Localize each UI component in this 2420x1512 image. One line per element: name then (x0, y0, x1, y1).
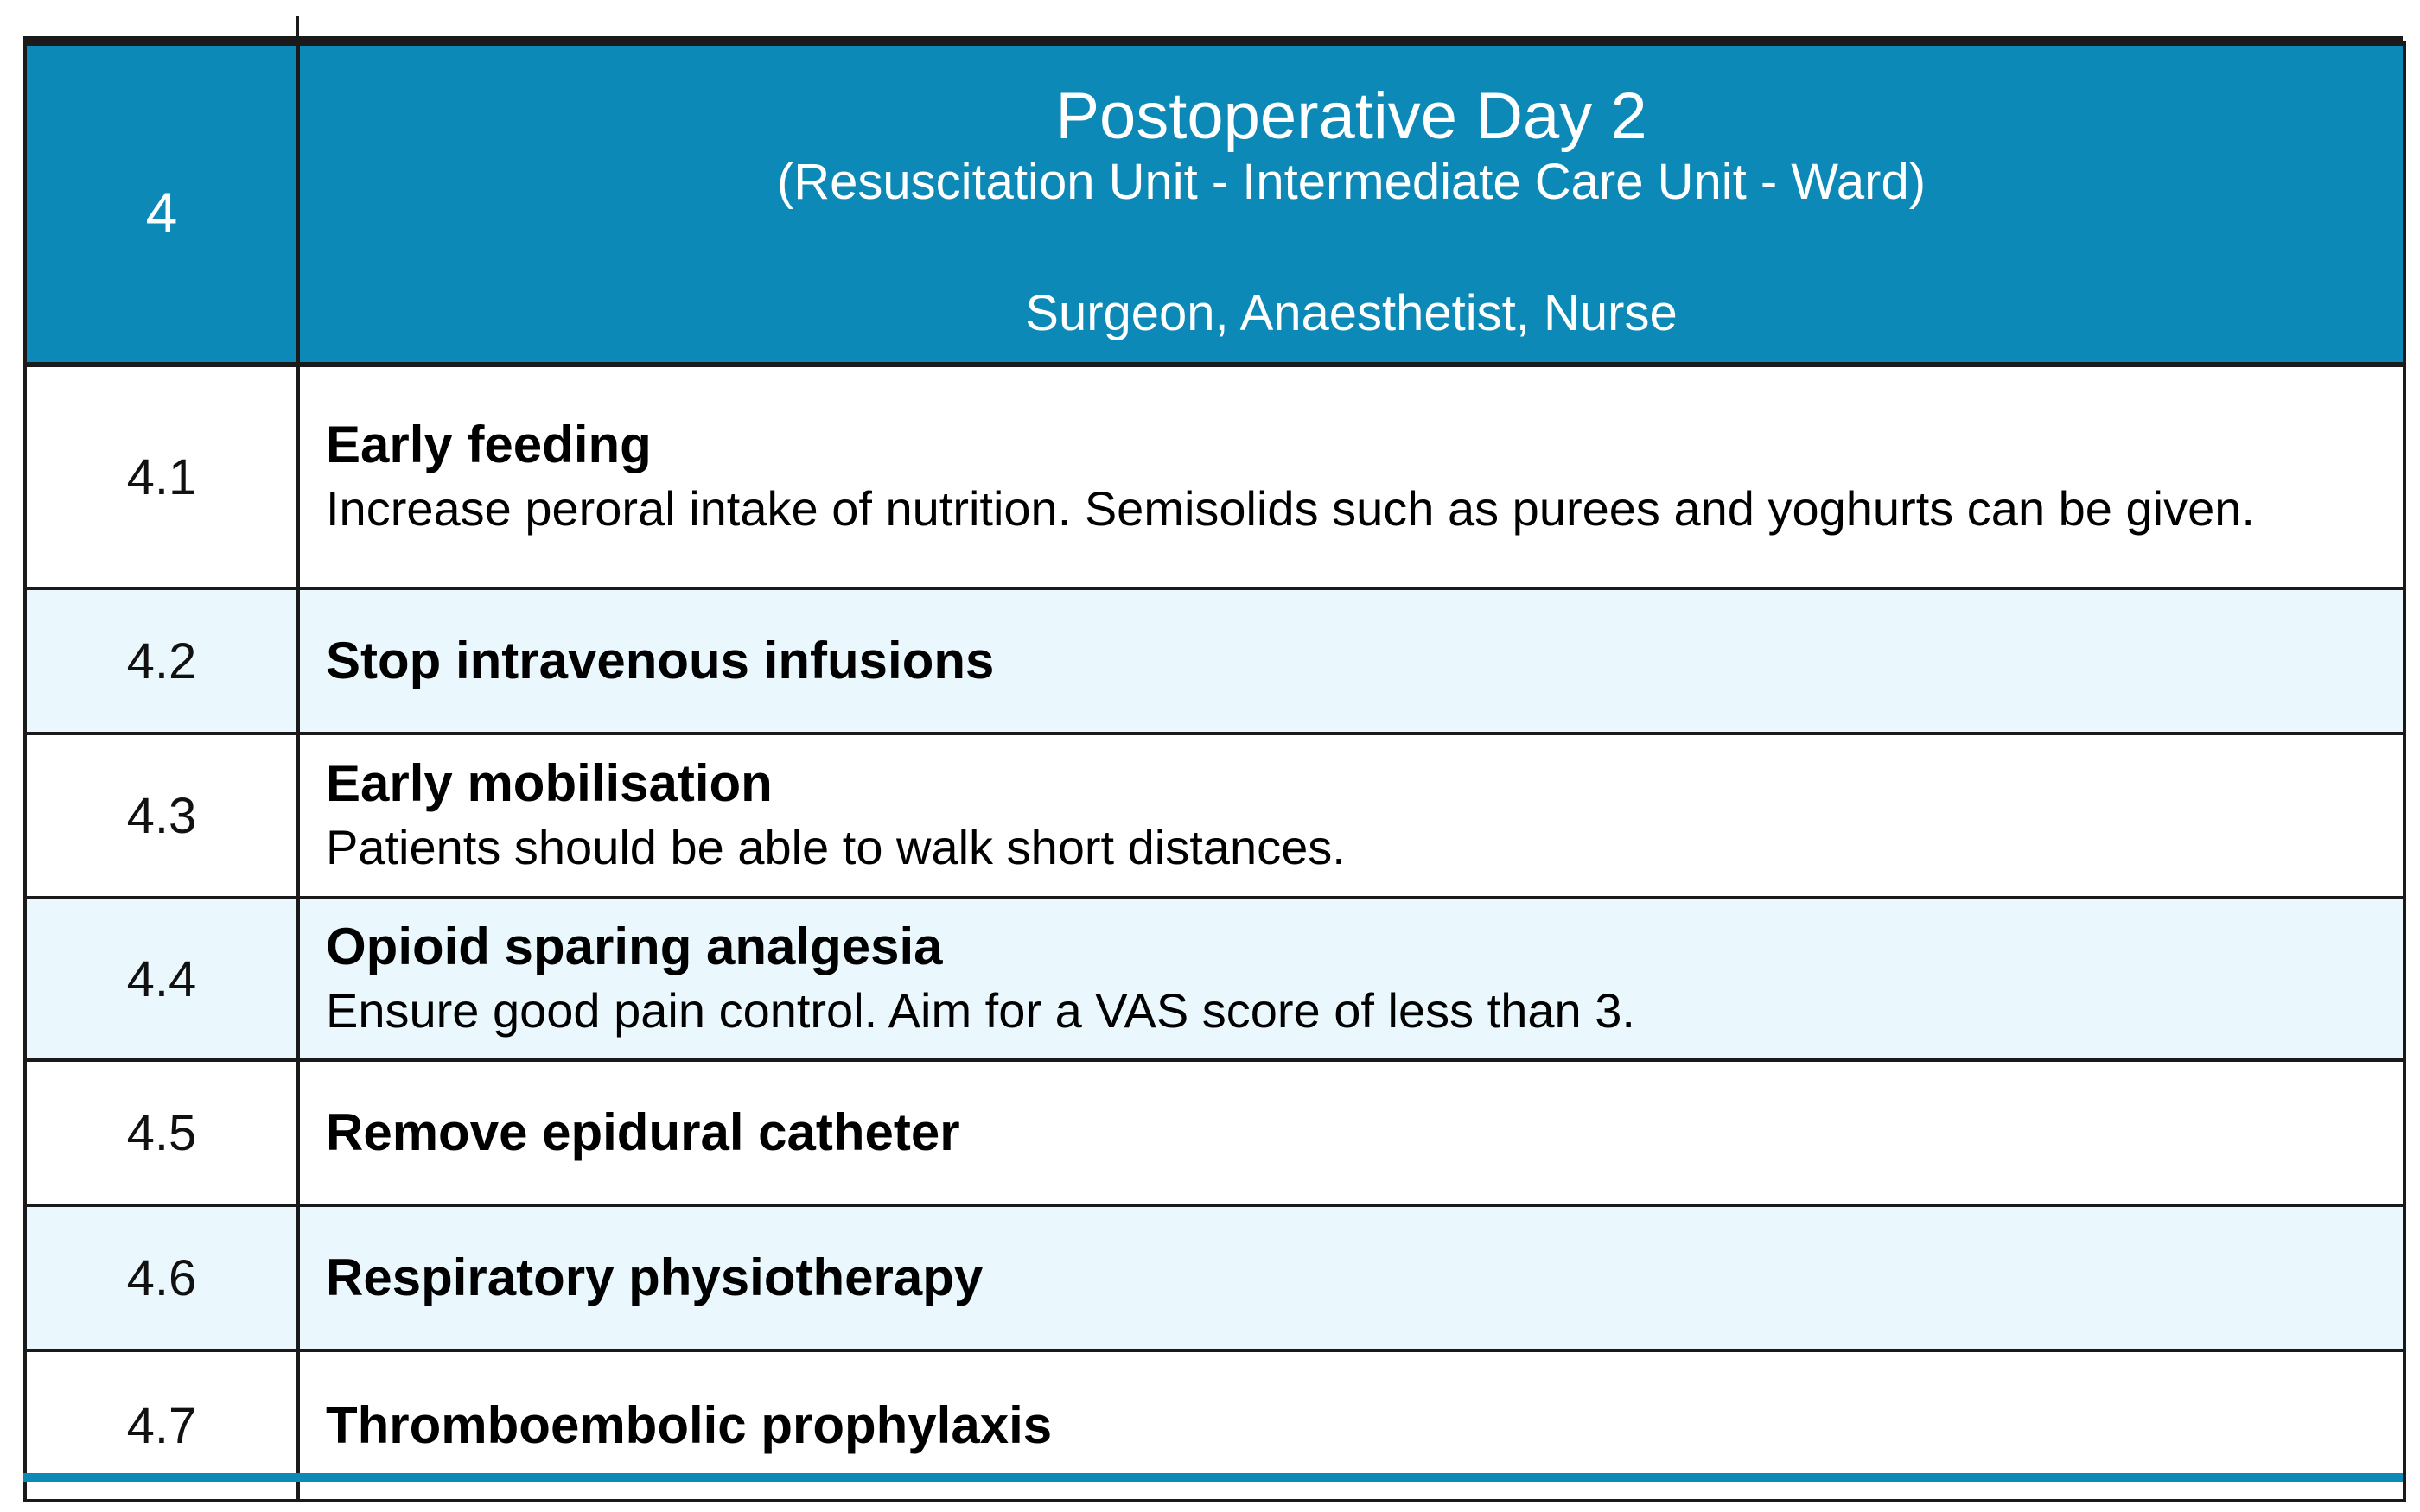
item-description: Ensure good pain control. Aim for a VAS score of less than 3. (326, 983, 1635, 1038)
item-content (298, 898, 2404, 1060)
section-header-cell (298, 43, 2404, 365)
protocol-table (23, 41, 2406, 1502)
table-row (25, 1205, 2404, 1350)
section-header-row (25, 43, 2404, 365)
item-title: Remove epidural catheter (326, 1103, 960, 1161)
item-number: 4.6 (25, 1205, 298, 1350)
item-content (298, 734, 2404, 898)
section-title: Postoperative Day 2 (1055, 79, 1647, 153)
item-content (298, 365, 2404, 588)
item-description: Patients should be able to walk short distances. (326, 820, 1346, 874)
item-title: Early mobilisation (326, 754, 773, 812)
table-row (25, 1060, 2404, 1205)
item-title: Stop intravenous infusions (326, 632, 995, 689)
section-number: 4 (25, 43, 298, 365)
item-number: 4.5 (25, 1060, 298, 1205)
item-number: 4.3 (25, 734, 298, 898)
section-location: (Resuscitation Unit - Intermediate Care Unit - Ward) (776, 154, 1926, 210)
item-content (298, 1205, 2404, 1350)
table-row (25, 898, 2404, 1060)
table-row (25, 365, 2404, 588)
item-description: Increase peroral intake of nutrition. Semisolids such as purees and yoghurts can be given. (326, 481, 2255, 536)
section-staff: Surgeon, Anaesthetist, Nurse (1025, 285, 1678, 341)
item-number: 4.4 (25, 898, 298, 1060)
item-number: 4.2 (25, 588, 298, 734)
item-content (298, 1060, 2404, 1205)
table-row (25, 734, 2404, 898)
item-number: 4.1 (25, 365, 298, 588)
item-title: Early feeding (326, 416, 652, 473)
item-title: Opioid sparing analgesia (326, 918, 943, 975)
item-title: Thromboembolic prophylaxis (326, 1396, 1053, 1454)
item-title: Respiratory physiotherapy (326, 1248, 984, 1306)
table-row (25, 588, 2404, 734)
item-content (298, 588, 2404, 734)
bottom-rule (23, 1473, 2403, 1482)
item-number: 4.7 (25, 1350, 298, 1501)
